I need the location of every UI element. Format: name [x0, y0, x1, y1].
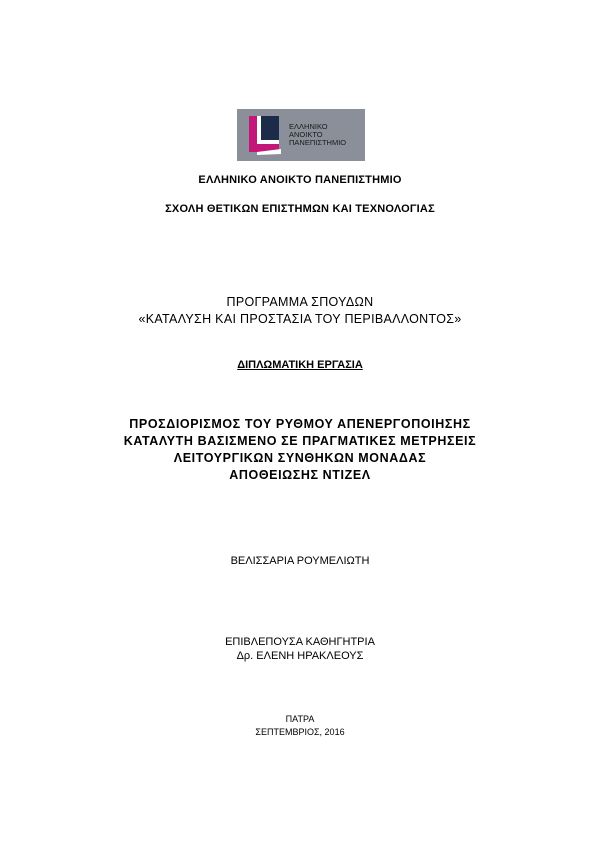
program-line-2: «ΚΑΤΑΛΥΣΗ ΚΑΙ ΠΡΟΣΤΑΣΙΑ ΤΟΥ ΠΕΡΙΒΑΛΛΟΝΤΟΣ»: [138, 312, 462, 326]
author-name: ΒΕΛΙΣΣΑΡΙΑ ΡΟΥΜΕΛΙΩΤΗ: [230, 555, 370, 567]
supervisor-name: Δρ. ΕΛΕΝΗ ΗΡΑΚΛΕΟΥΣ: [236, 650, 364, 662]
thesis-label: ΔΙΠΛΩΜΑΤΙΚΗ ΕΡΓΑΣΙΑ: [237, 359, 363, 371]
university-logo-icon: [237, 109, 289, 161]
title-line-4: ΑΠΟΘΕΙΩΣΗΣ ΝΤΙΖΕΛ: [229, 468, 371, 482]
footer-city: ΠΑΤΡΑ: [285, 714, 315, 724]
title-line-1: ΠΡΟΣΔΙΟΡΙΣΜΟΣ ΤΟΥ ΡΥΘΜΟΥ ΑΠΕΝΕΡΓΟΠΟΙΗΣΗΣ: [129, 417, 471, 431]
logo-text: [289, 123, 346, 147]
logo-line-2: ΑΝΟΙΚΤΟ: [289, 130, 323, 139]
logo-line-1: ΕΛΛΗΝΙΚΟ: [289, 122, 328, 131]
title-line-2: ΚΑΤΑΛΥΤΗ ΒΑΣΙΣΜΕΝΟ ΣΕ ΠΡΑΓΜΑΤΙΚΕΣ ΜΕΤΡΗΣΕΙΣ: [123, 434, 477, 448]
university-name: ΕΛΛΗΝΙΚΟ ΑΝΟΙΚΤΟ ΠΑΝΕΠΙΣΤΗΜΙΟ: [198, 174, 402, 186]
university-logo: [237, 109, 365, 161]
logo-line-3: ΠΑΝΕΠΙΣΤΗΜΙΟ: [289, 138, 347, 147]
supervisor-role: ΕΠΙΒΛΕΠΟΥΣΑ ΚΑΘΗΓΗΤΡΙΑ: [225, 636, 375, 648]
program-line-1: ΠΡΟΓΡΑΜΜΑ ΣΠΟΥΔΩΝ: [226, 295, 374, 309]
footer-date: ΣΕΠΤΕΜΒΡΙΟΣ, 2016: [255, 727, 345, 737]
school-name: ΣΧΟΛΗ ΘΕΤΙΚΩΝ ΕΠΙΣΤΗΜΩΝ ΚΑΙ ΤΕΧΝΟΛΟΓΙΑΣ: [165, 203, 435, 215]
title-line-3: ΛΕΙΤΟΥΡΓΙΚΩΝ ΣΥΝΘΗΚΩΝ ΜΟΝΑΔΑΣ: [173, 451, 427, 465]
